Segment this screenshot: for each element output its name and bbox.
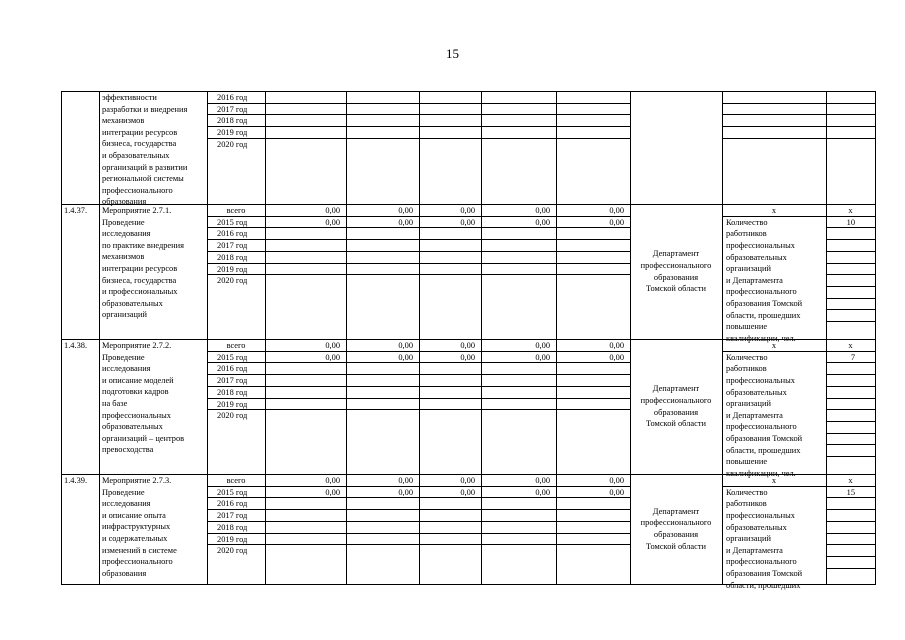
period-label: 2020 год <box>217 546 248 556</box>
activity-description: инфраструктурных <box>102 522 171 532</box>
value-cell: 0,00 <box>398 352 413 362</box>
year-label: 2018 год <box>217 116 248 126</box>
year-label: 2019 год <box>217 128 248 138</box>
period-label: 2018 год <box>217 522 248 532</box>
value-cell: 0,00 <box>460 487 475 497</box>
value-cell: 0,00 <box>325 341 340 350</box>
indicator-x: х <box>771 206 777 215</box>
value-cell: 0,00 <box>535 217 550 227</box>
desc-line: региональной системы <box>102 174 184 184</box>
activity-description: Мероприятие 2.7.3. <box>102 476 172 485</box>
desc-line: эффективности <box>102 93 157 102</box>
activity-description: интеграции ресурсов <box>102 264 178 273</box>
value-cell: 0,00 <box>398 206 413 215</box>
value-cell: 0,00 <box>609 341 624 350</box>
desc-line: и образовательных <box>102 151 170 160</box>
executor-line: Департамент <box>652 384 700 394</box>
value-cell: 0,00 <box>460 206 475 215</box>
indicator-line: организаций <box>726 264 771 274</box>
activity-description: на базе <box>102 399 128 408</box>
executor-line: образования <box>653 407 699 417</box>
period-label: 2016 год <box>217 364 248 374</box>
indicator-line: профессионального <box>726 422 797 432</box>
indicator-line: области, прошедших <box>726 580 801 590</box>
indicator-line: организаций <box>726 399 771 409</box>
page-number: 15 <box>446 46 459 61</box>
indicator-x: х <box>771 476 777 485</box>
value-cell: 0,00 <box>460 476 475 485</box>
activity-description: Проведение <box>102 217 145 227</box>
period-label: 2019 год <box>217 399 248 409</box>
value-cell: 0,00 <box>398 487 413 497</box>
executor-line: Томской области <box>646 419 706 429</box>
value-cell: 0,00 <box>609 476 624 485</box>
indicator-line: организаций <box>726 534 771 544</box>
period-label: 2016 год <box>217 499 248 509</box>
activity-description: исследования <box>102 364 151 374</box>
value-cell: 0,00 <box>325 217 340 227</box>
indicator-line: профессиональных <box>726 510 795 520</box>
indicator-line: области, прошедших <box>726 445 801 455</box>
value-cell: 0,00 <box>325 206 340 215</box>
period-label: 2020 год <box>217 276 248 286</box>
indicator-line: профессиональных <box>726 240 795 250</box>
value-cell: 0,00 <box>325 476 340 485</box>
value-cell: 0,00 <box>609 206 624 215</box>
executor-line: образования <box>653 530 699 539</box>
activity-description: образовательных <box>102 422 163 432</box>
period-label: всего <box>226 341 246 350</box>
activity-description: профессионального <box>102 557 173 567</box>
target-x: х <box>848 341 853 350</box>
value-cell: 0,00 <box>535 352 550 362</box>
period-label: 2016 год <box>217 229 248 239</box>
indicator-line: и Департамента <box>726 275 783 285</box>
value-cell: 0,00 <box>398 341 413 350</box>
value-cell: 0,00 <box>535 487 550 497</box>
indicator-line: Количество <box>726 352 768 362</box>
executor-line: профессионального <box>640 395 712 405</box>
executor-line: профессионального <box>640 260 712 270</box>
period-label: 2015 год <box>217 352 248 362</box>
year-label: 2016 год <box>217 93 248 102</box>
activity-description: исследования <box>102 499 151 509</box>
value-cell: 0,00 <box>398 476 413 485</box>
target-value: 10 <box>846 217 855 227</box>
activity-description: подготовки кадров <box>102 387 169 397</box>
indicator-line: и Департамента <box>726 545 783 555</box>
value-cell: 0,00 <box>535 206 550 215</box>
activity-description: и описание моделей <box>102 375 174 385</box>
activity-description: Проведение <box>102 352 145 362</box>
activity-description: изменений в системе <box>102 545 177 555</box>
value-cell: 0,00 <box>460 352 475 362</box>
activity-description: бизнеса, государства <box>102 275 177 285</box>
period-label: 2017 год <box>217 511 248 521</box>
value-cell: 0,00 <box>609 487 624 497</box>
desc-line: организаций в развитии <box>102 162 188 172</box>
year-label: 2020 год <box>217 139 248 149</box>
indicator-line: профессионального <box>726 557 797 567</box>
period-label: 2015 год <box>217 217 248 227</box>
period-label: 2017 год <box>217 376 248 386</box>
value-cell: 0,00 <box>460 217 475 227</box>
desc-line: бизнеса, государства <box>102 139 177 149</box>
indicator-line: образовательных <box>726 522 787 532</box>
indicator-line: образования Томской <box>726 433 803 443</box>
executor-line: профессионального <box>640 518 712 528</box>
value-cell: 0,00 <box>325 487 340 497</box>
indicator-line: квалификации, чел. <box>726 468 796 478</box>
indicator-line: профессиональных <box>726 375 795 385</box>
period-label: 2019 год <box>217 264 248 274</box>
activity-description: превосходства <box>102 445 154 455</box>
activity-description: Мероприятие 2.7.2. <box>102 341 172 350</box>
activity-description: профессиональных <box>102 410 171 420</box>
activity-description: и содержательных <box>102 534 168 543</box>
row-number: 1.4.38. <box>64 341 88 350</box>
value-cell: 0,00 <box>609 352 624 362</box>
target-value: 15 <box>846 487 855 497</box>
desc-line: разработки и внедрения <box>102 104 188 114</box>
indicator-line: работников <box>726 499 767 509</box>
indicator-x: х <box>771 341 777 350</box>
executor-line: образования <box>653 272 699 282</box>
value-cell: 0,00 <box>609 217 624 227</box>
value-cell: 0,00 <box>398 217 413 227</box>
desc-line: образования <box>102 197 147 207</box>
desc-line: интеграции ресурсов <box>102 127 178 137</box>
indicator-line: образовательных <box>726 252 787 262</box>
year-label: 2017 год <box>217 104 248 114</box>
indicator-line: области, прошедших <box>726 310 801 320</box>
activity-description: образовательных <box>102 298 163 308</box>
activity-description: Мероприятие 2.7.1. <box>102 206 172 215</box>
activity-description: организаций – центров <box>102 433 185 443</box>
activity-description: организаций <box>102 310 147 320</box>
indicator-line: образования Томской <box>726 568 803 578</box>
value-cell: 0,00 <box>325 352 340 362</box>
executor-line: Томской области <box>646 541 706 551</box>
activity-description: и профессиональных <box>102 287 178 297</box>
executor-line: Департамент <box>652 506 700 516</box>
period-label: 2018 год <box>217 387 248 397</box>
indicator-line: Количество <box>726 487 768 497</box>
period-label: 2019 год <box>217 534 248 544</box>
activity-description: и описание опыта <box>102 510 166 520</box>
value-cell: 0,00 <box>460 341 475 350</box>
indicator-line: квалификации, чел. <box>726 333 796 343</box>
indicator-line: образования Томской <box>726 298 803 308</box>
indicator-line: и Департамента <box>726 410 783 420</box>
row-number: 1.4.39. <box>64 476 88 485</box>
indicator-line: повышение <box>726 322 768 332</box>
activity-description: по практике внедрения <box>102 240 184 250</box>
value-cell: 0,00 <box>535 476 550 485</box>
period-label: 2015 год <box>217 487 248 497</box>
activity-description: образования <box>102 568 147 578</box>
executor-line: Департамент <box>652 249 700 259</box>
indicator-line: профессионального <box>726 287 797 297</box>
value-cell: 0,00 <box>535 341 550 350</box>
activity-description: Проведение <box>102 487 145 497</box>
indicator-line: работников <box>726 229 767 239</box>
period-label: всего <box>226 206 246 215</box>
indicator-line: работников <box>726 364 767 374</box>
period-label: 2020 год <box>217 411 248 421</box>
target-value: 7 <box>850 352 855 362</box>
desc-line: механизмов <box>102 116 145 126</box>
indicator-line: Количество <box>726 217 768 227</box>
period-label: всего <box>226 476 246 485</box>
target-x: х <box>848 206 853 215</box>
target-x: х <box>848 476 853 485</box>
executor-line: Томской области <box>646 284 706 294</box>
activity-description: механизмов <box>102 252 145 262</box>
row-number: 1.4.37. <box>64 206 88 215</box>
indicator-line: повышение <box>726 457 768 467</box>
desc-line: профессионального <box>102 185 173 195</box>
period-label: 2018 год <box>217 252 248 262</box>
indicator-line: образовательных <box>726 387 787 397</box>
activity-description: исследования <box>102 229 151 239</box>
period-label: 2017 год <box>217 241 248 251</box>
